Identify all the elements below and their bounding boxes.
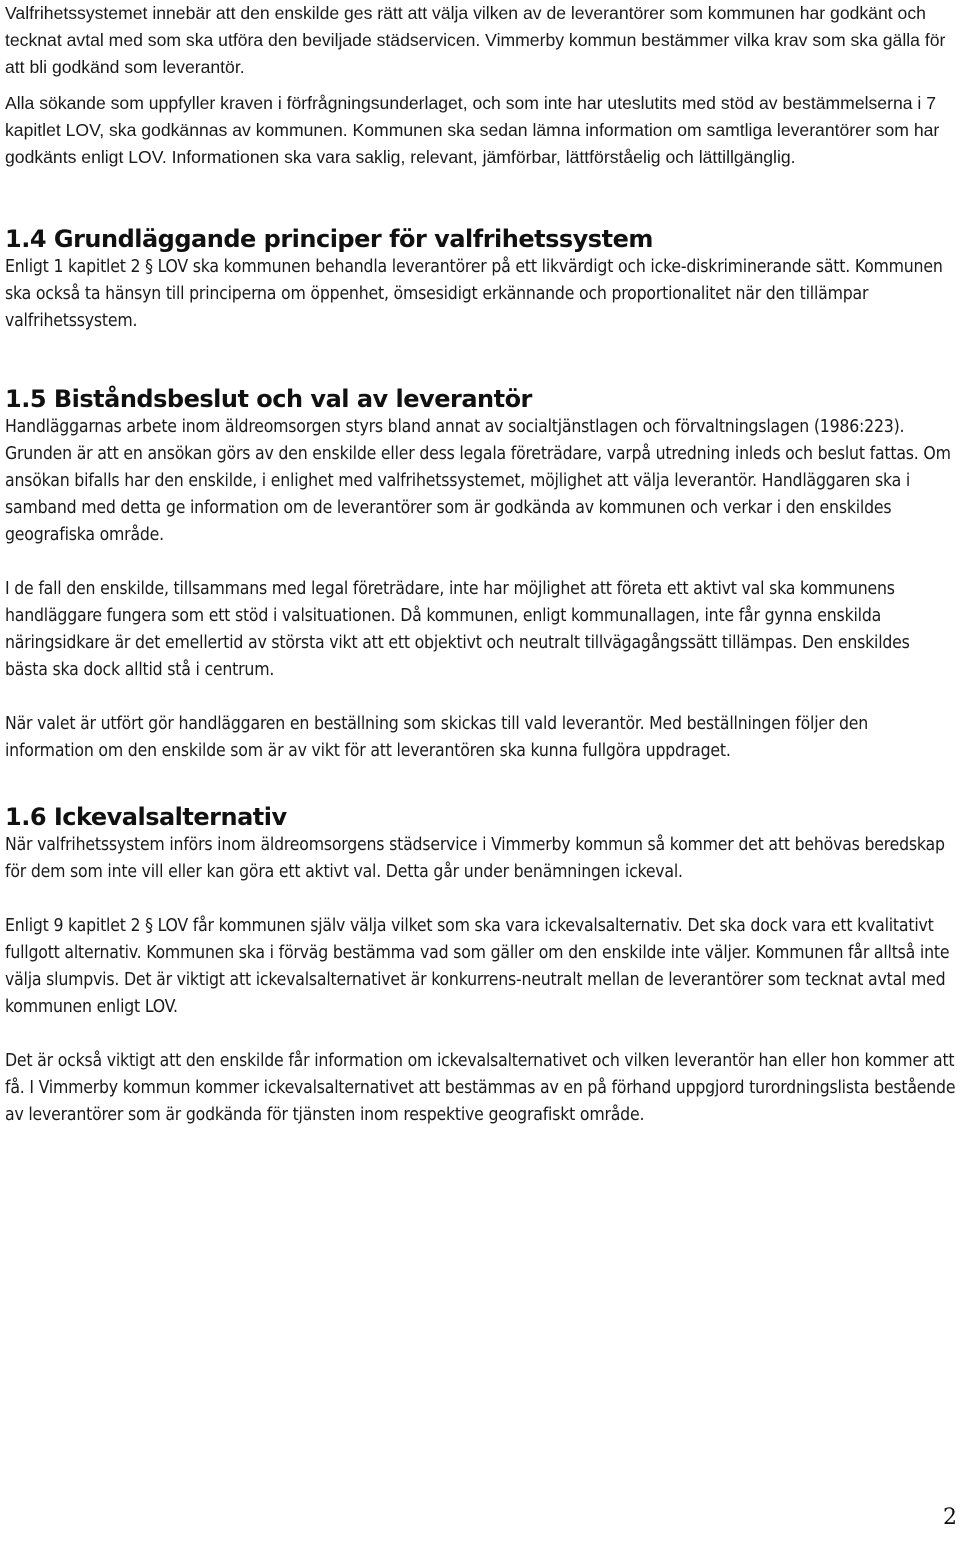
intro-paragraph: Alla sökande som uppfyller kraven i förfrågningsunderlaget, och som inte har uteslutits med stöd av bestämmelserna i 7 kapitlet LOV, ska godkännas av kommunen. Kommunen ska sedan lämna information om samtliga leverantörer som har godkänts enligt LOV. Informationen ska vara saklig, relevant, jämförbar, lättförståelig och lättillgänglig. <box>5 93 940 167</box>
section-paragraph: Handläggarnas arbete inom äldreomsorgen styrs bland annat av socialtjänstlagen och förvaltningslagen (1986:223). Grunden är att en ansökan görs av den enskilde eller dess legala företrädare, varpå utredning inleds och beslut fattas. Om ansökan bifalls har den enskilde, i enlighet med valfrihetssystemet, möjlighet att välja leverantör. Handläggaren ska i samband med detta ge information om de leverantörer som är godkända av kommunen och verkar i den enskildes geografiska område. <box>5 417 951 545</box>
section-paragraph: I de fall den enskilde, tillsammans med legal företrädare, inte har möjlighet att företa ett aktivt val ska kommunens handläggare fungera som ett stöd i valsituationen. Då kommunen, enligt kommunallagen, inte får gynna enskilda näringsidkare är det emellertid av största vikt att ett objektivt och neutralt tillvägagångssätt tillämpas. Den enskildes bästa ska dock alltid stå i centrum. <box>5 579 910 680</box>
paragraph-gap <box>5 1021 957 1048</box>
paragraph-gap <box>5 684 957 711</box>
section-1-5 <box>5 384 957 765</box>
section-paragraph: Det är också viktigt att den enskilde får information om ickevalsalternativet och vilken leverantör han eller hon kommer att få. I Vimmerby kommun kommer ickevalsalternativet att bestämmas av en på förhand uppgjord turordningslista bestående av leverantörer som är godkända för tjänsten inom respektive geografiskt område. <box>5 1051 956 1125</box>
paragraph-gap <box>5 335 957 384</box>
section-paragraph: När valet är utfört gör handläggaren en beställning som skickas till vald leverantör. Med beställningen följer den information om den enskilde som är av vikt för att leverantören ska kunna fullgöra uppdraget. <box>5 714 869 761</box>
section-1-4 <box>5 224 957 335</box>
section-heading: 1.5 Biståndsbeslut och val av leverantör <box>5 385 532 413</box>
document-page <box>5 0 957 1129</box>
section-heading: 1.4 Grundläggande principer för valfrihetssystem <box>5 225 653 253</box>
page-number: 2 <box>943 1505 957 1530</box>
paragraph-gap <box>5 765 957 802</box>
section-paragraph: När valfrihetssystem införs inom äldreomsorgens städservice i Vimmerby kommun så kommer det att behövas beredskap för dem som inte vill eller kan göra ett aktivt val. Detta går under benämningen ickeval. <box>5 835 945 882</box>
section-paragraph: Enligt 9 kapitlet 2 § LOV får kommunen själv välja vilket som ska vara ickevalsalternativ. Det ska dock vara ett kvalitativt fullgott alternativ. Kommunen ska i förväg bestämma vad som gäller om den enskilde inte väljer. Kommunen får alltså inte välja slumpvis. Det är viktigt att ickevalsalternativet är konkurrens-neutralt mellan de leverantörer som tecknat avtal med kommunen enligt LOV. <box>5 916 950 1017</box>
section-1-6 <box>5 802 957 1129</box>
section-heading: 1.6 Ickevalsalternativ <box>5 803 287 831</box>
section-paragraph: Enligt 1 kapitlet 2 § LOV ska kommunen behandla leverantörer på ett likvärdigt och icke-diskriminerande sätt. Kommunen ska också ta hänsyn till principerna om öppenhet, ömsesidigt erkännande och proportionalitet när den tillämpar valfrihetssystem. <box>5 257 943 331</box>
intro-paragraph: Valfrihetssystemet innebär att den enskilde ges rätt att välja vilken av de leverantörer som kommunen har godkänt och tecknat avtal med som ska utföra den beviljade städservicen. Vimmerby kommun bestämmer vilka krav som ska gälla för att bli godkänd som leverantör. <box>5 3 946 77</box>
paragraph-gap <box>5 171 957 224</box>
intro-section <box>5 0 957 171</box>
paragraph-gap <box>5 81 957 90</box>
paragraph-gap <box>5 886 957 913</box>
paragraph-gap <box>5 549 957 576</box>
